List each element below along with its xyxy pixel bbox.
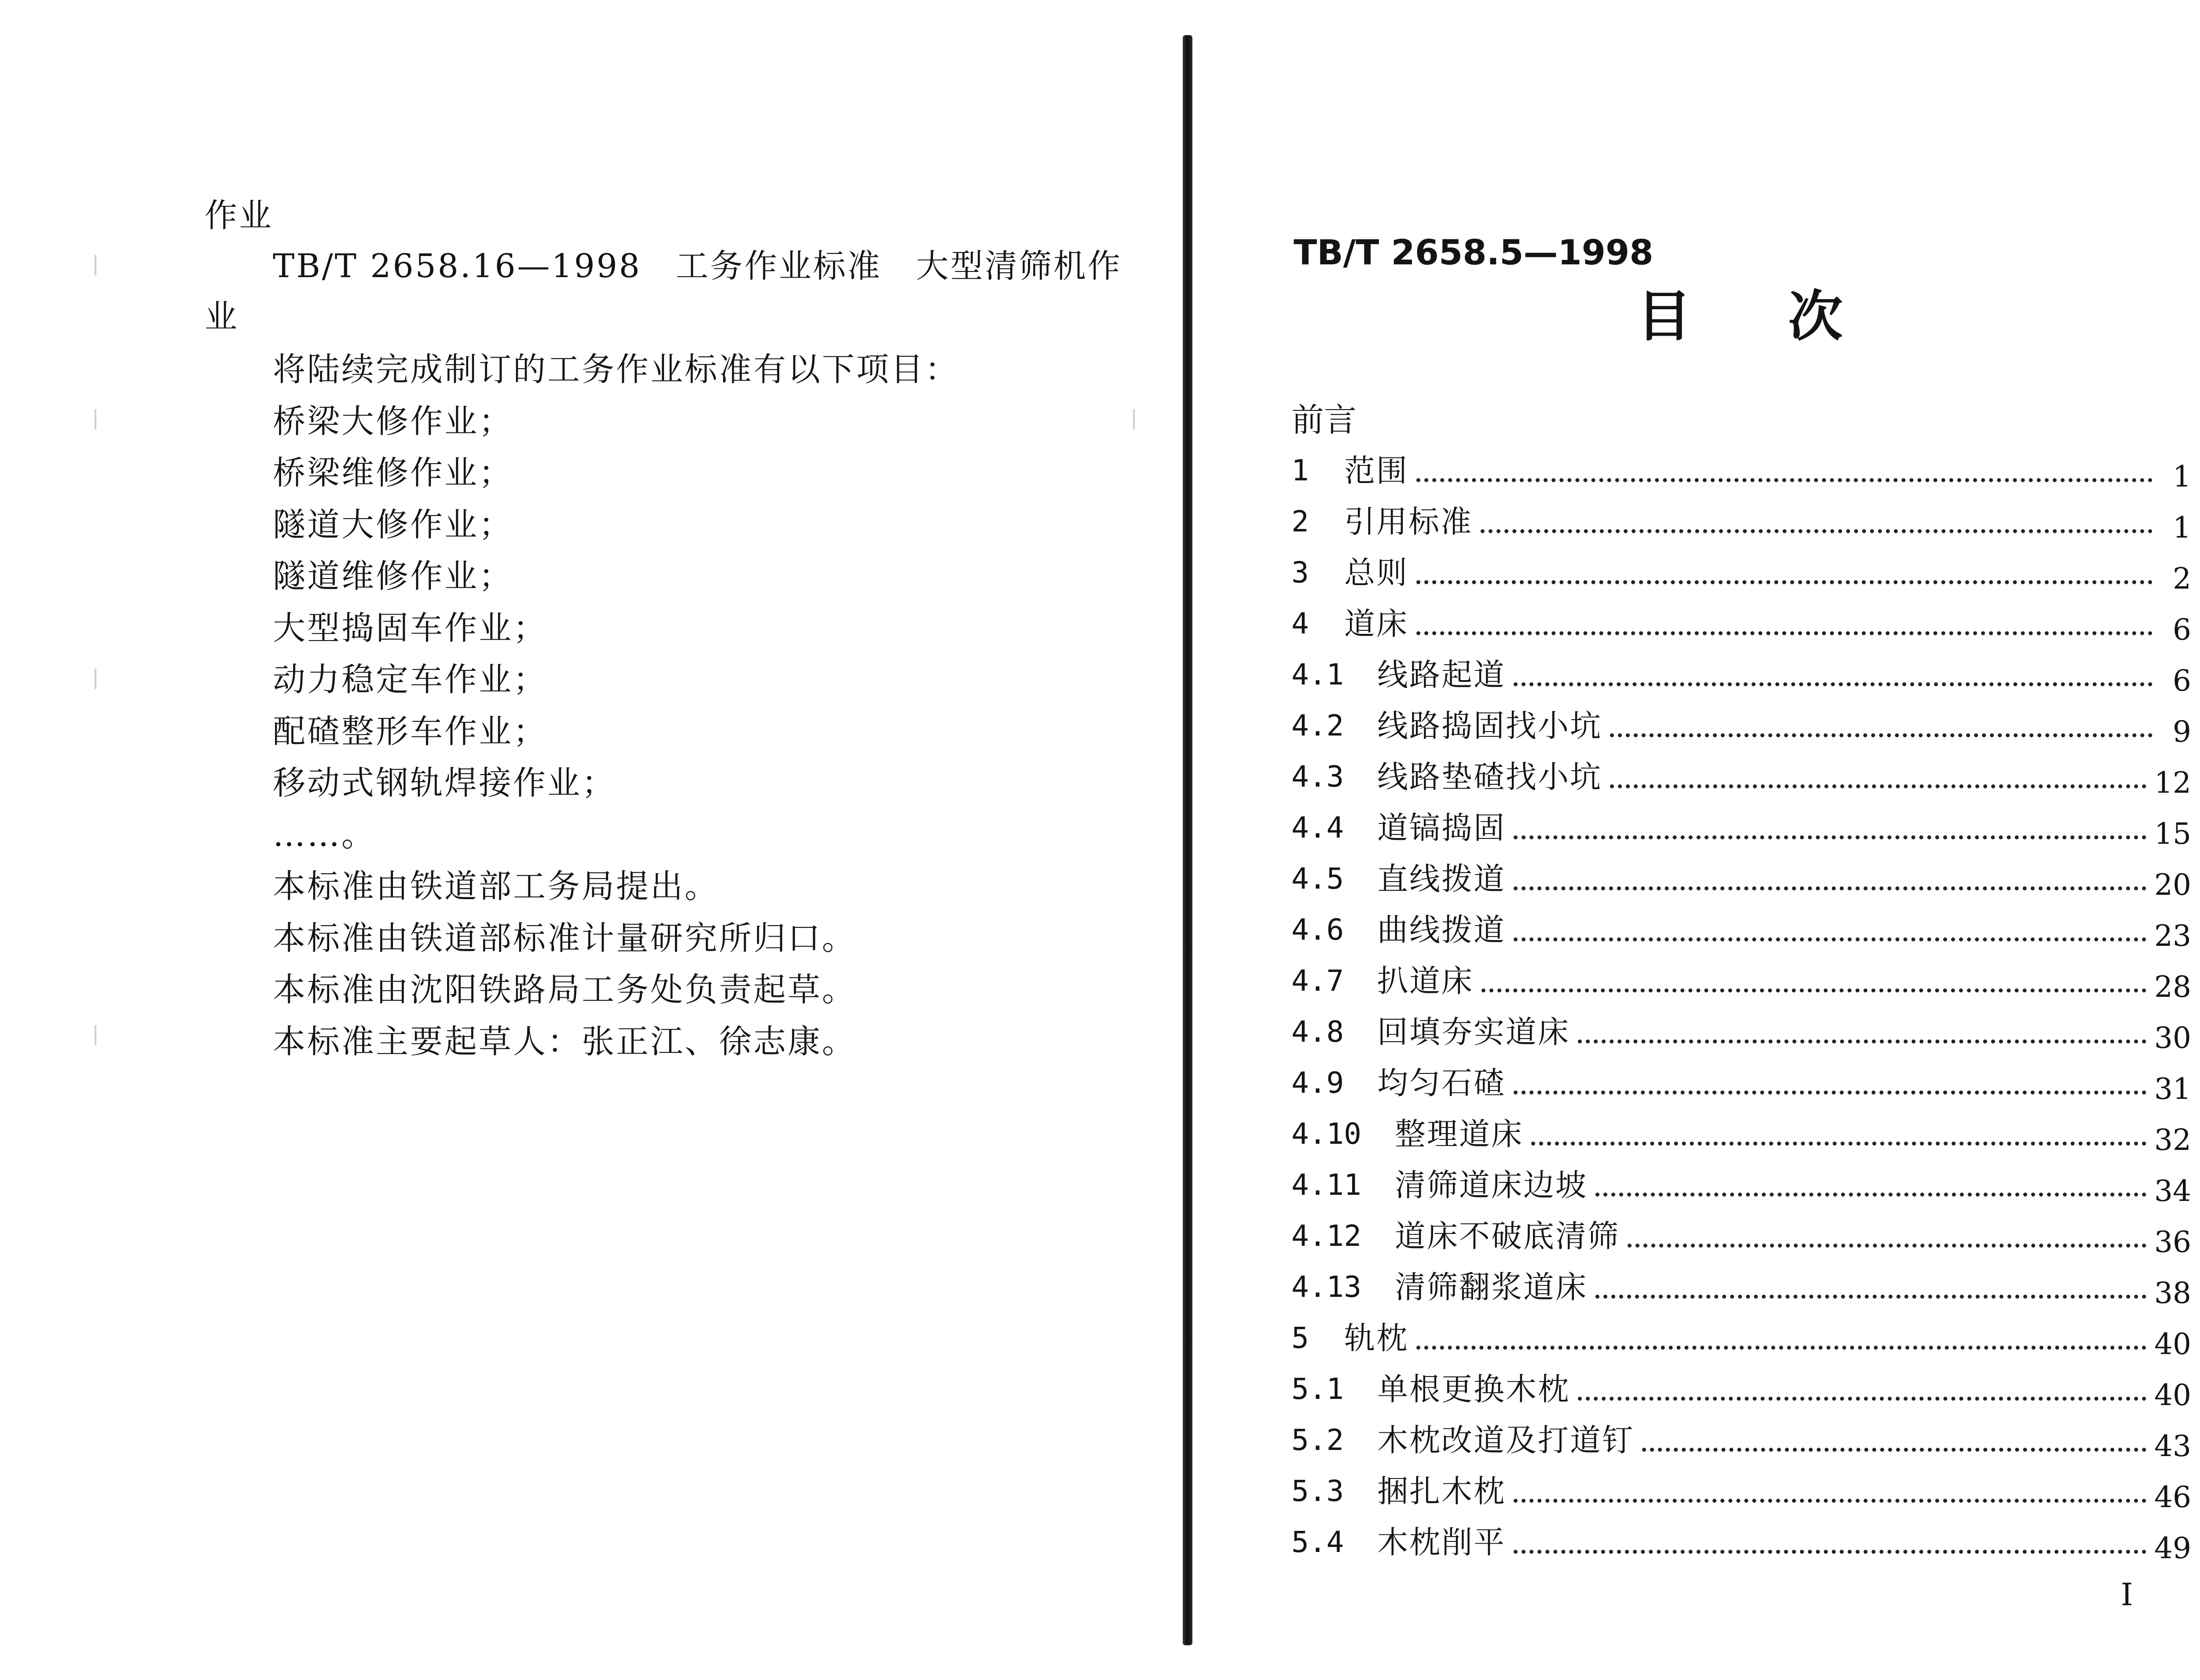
toc-entry-label: 单根更换木枕 bbox=[1377, 1371, 1570, 1407]
toc-dot-leader bbox=[1416, 1346, 2146, 1350]
toc-entry-number: 5.4 bbox=[1291, 1525, 1344, 1559]
toc-entry-label: 扒道床 bbox=[1377, 963, 1474, 999]
toc-entry bbox=[1291, 1520, 2191, 1564]
text-line: 桥梁大修作业； bbox=[273, 403, 513, 440]
toc-entry-label: 线路起道 bbox=[1377, 657, 1506, 693]
toc-entry-page: 36 bbox=[2154, 1225, 2191, 1259]
toc-dot-leader bbox=[1416, 580, 2152, 584]
toc-entry-number: 1 bbox=[1291, 454, 1309, 487]
text-line: 作业 bbox=[205, 197, 273, 234]
toc-entry-number: 4.11 bbox=[1291, 1168, 1361, 1202]
toc-dot-leader bbox=[1514, 1550, 2146, 1554]
toc-entry-label: 道镐捣固 bbox=[1377, 810, 1506, 846]
toc-entry-page: 28 bbox=[2154, 970, 2191, 1004]
text-line: 配碴整形车作业； bbox=[273, 713, 547, 750]
toc-entry-number: 5.3 bbox=[1291, 1474, 1344, 1508]
toc-entry-page: 9 bbox=[2173, 715, 2191, 749]
toc-dot-leader bbox=[1514, 886, 2146, 890]
text-line: 本标准由铁道部标准计量研究所归口。 bbox=[273, 919, 856, 957]
toc-entry-page: 34 bbox=[2154, 1174, 2191, 1208]
toc-entry-label: 木枕削平 bbox=[1377, 1524, 1506, 1560]
toc-entry-page: 31 bbox=[2154, 1072, 2191, 1106]
toc-entry-number: 4.2 bbox=[1291, 709, 1344, 743]
toc-entry-number: 4.12 bbox=[1291, 1219, 1361, 1253]
toc-entry-label: 回填夯实道床 bbox=[1377, 1014, 1570, 1050]
toc-dot-leader bbox=[1628, 1244, 2146, 1248]
toc-dot-leader bbox=[1481, 529, 2152, 533]
scan-mark bbox=[95, 255, 96, 275]
text-line: 隧道大修作业； bbox=[273, 506, 513, 544]
toc-entry-label: 道床不破底清筛 bbox=[1395, 1218, 1620, 1254]
text-line: 桥梁维修作业； bbox=[273, 454, 513, 492]
toc-entry-number: 4.3 bbox=[1291, 760, 1344, 794]
toc-entry-number: 5.2 bbox=[1291, 1423, 1344, 1457]
toc-entry-label: 线路垫碴找小坑 bbox=[1377, 759, 1602, 795]
text-line: 将陆续完成制订的工务作业标准有以下项目： bbox=[273, 351, 959, 388]
toc-entry bbox=[1291, 551, 2191, 595]
toc-entry bbox=[1291, 959, 2191, 1003]
toc-entry-number: 4.4 bbox=[1291, 811, 1344, 845]
toc-dot-leader bbox=[1610, 733, 2152, 737]
toc-entry-label: 曲线拨道 bbox=[1377, 912, 1506, 948]
toc-entry-label: 捆扎木枕 bbox=[1377, 1473, 1506, 1509]
toc-entry bbox=[1291, 1265, 2191, 1309]
toc-entry bbox=[1291, 704, 2191, 748]
toc-entry bbox=[1291, 1469, 2191, 1513]
toc-entry-page: 20 bbox=[2154, 868, 2191, 902]
toc-entry-page: 40 bbox=[2154, 1327, 2191, 1361]
toc-dot-leader bbox=[1514, 1499, 2146, 1503]
scan-mark bbox=[95, 1025, 96, 1045]
toc-title: 目次 bbox=[1637, 285, 1940, 348]
toc-entry-label: 清筛道床边坡 bbox=[1395, 1167, 1588, 1203]
toc-entry-label: 线路捣固找小坑 bbox=[1377, 708, 1602, 744]
toc-entry bbox=[1291, 1112, 2191, 1156]
toc-dot-leader bbox=[1514, 682, 2152, 686]
toc-entry-number: 3 bbox=[1291, 556, 1309, 589]
toc-entry-label: 引用标准 bbox=[1344, 504, 1473, 540]
toc-dot-leader bbox=[1416, 631, 2152, 635]
toc-entry-page: 2 bbox=[2173, 562, 2191, 596]
toc-entry-page: 43 bbox=[2154, 1429, 2191, 1463]
toc-entry-number: 4.1 bbox=[1291, 658, 1344, 692]
toc-entry-label: 直线拨道 bbox=[1377, 861, 1506, 897]
toc-entry-number: 4.7 bbox=[1291, 964, 1344, 998]
scan-mark bbox=[95, 669, 96, 689]
toc-entry-number: 4.13 bbox=[1291, 1270, 1361, 1304]
toc-entry-label: 轨枕 bbox=[1344, 1320, 1408, 1356]
toc-entry-number: 4.9 bbox=[1291, 1066, 1344, 1100]
toc-entry-page: 30 bbox=[2154, 1021, 2191, 1055]
toc-entry-page: 6 bbox=[2173, 664, 2191, 698]
toc-entry-number: 5 bbox=[1291, 1321, 1309, 1355]
toc-entry-number: 4.8 bbox=[1291, 1015, 1344, 1049]
toc-entry-label: 范围 bbox=[1344, 453, 1408, 489]
toc-entry-page: 40 bbox=[2154, 1378, 2191, 1412]
scan-mark bbox=[1133, 409, 1135, 429]
toc-dot-leader bbox=[1514, 1091, 2146, 1094]
toc-entry-label: 均匀石碴 bbox=[1377, 1065, 1506, 1101]
toc-entry bbox=[1291, 602, 2191, 646]
toc-entry-page: 23 bbox=[2154, 919, 2191, 953]
text-line: 本标准主要起草人：张正江、徐志康。 bbox=[273, 1023, 856, 1061]
toc-entry-label: 整理道床 bbox=[1395, 1116, 1523, 1152]
text-line: TB/T 2658.16—1998 工务作业标准 大型清筛机作 bbox=[273, 247, 1122, 285]
text-line: ……。 bbox=[273, 816, 376, 854]
toc-entry-page: 1 bbox=[2173, 511, 2191, 545]
toc-entry bbox=[1291, 1418, 2191, 1462]
toc-entry-number: 4 bbox=[1291, 607, 1309, 641]
toc-entry-number: 5.1 bbox=[1291, 1372, 1344, 1406]
text-line: 大型捣固车作业； bbox=[273, 609, 547, 647]
toc-entry bbox=[1291, 449, 2191, 493]
toc-entry-page: 32 bbox=[2154, 1123, 2191, 1157]
toc-entry bbox=[1291, 1010, 2191, 1054]
toc-dot-leader bbox=[1642, 1448, 2146, 1452]
toc-dot-leader bbox=[1578, 1039, 2146, 1043]
toc-entry-label: 道床 bbox=[1344, 606, 1408, 642]
toc-entry-label: 清筛翻浆道床 bbox=[1395, 1269, 1588, 1305]
toc-heading-preface: 前言 bbox=[1291, 401, 1357, 439]
toc-entry-number: 4.5 bbox=[1291, 862, 1344, 896]
toc-entry bbox=[1291, 1367, 2191, 1411]
text-line: 本标准由沈阳铁路局工务处负责起草。 bbox=[273, 971, 856, 1009]
toc-entry bbox=[1291, 755, 2191, 799]
toc-entry bbox=[1291, 1316, 2191, 1360]
toc-entry bbox=[1291, 1061, 2191, 1105]
toc-dot-leader bbox=[1416, 478, 2152, 482]
toc-dot-leader bbox=[1595, 1295, 2146, 1299]
text-line: 动力稳定车作业； bbox=[273, 661, 547, 699]
toc-entry-page: 6 bbox=[2173, 613, 2191, 647]
toc-entry bbox=[1291, 1214, 2191, 1258]
page-number: I bbox=[2121, 1577, 2133, 1613]
toc-dot-leader bbox=[1514, 835, 2146, 839]
book-spine bbox=[1183, 35, 1192, 1645]
toc-dot-leader bbox=[1531, 1142, 2146, 1146]
toc-entry bbox=[1291, 653, 2191, 697]
scan-mark bbox=[95, 409, 96, 429]
toc-entry-label: 木枕改道及打道钉 bbox=[1377, 1422, 1634, 1458]
toc-entry bbox=[1291, 1163, 2191, 1207]
toc-entry bbox=[1291, 806, 2191, 850]
toc-entry bbox=[1291, 908, 2191, 952]
toc-entry-number: 4.6 bbox=[1291, 913, 1344, 947]
toc-entry bbox=[1291, 857, 2191, 901]
toc-entry bbox=[1291, 500, 2191, 544]
toc-dot-leader bbox=[1481, 988, 2146, 992]
toc-dot-leader bbox=[1595, 1193, 2146, 1197]
toc-entry-number: 4.10 bbox=[1291, 1117, 1361, 1151]
toc-entry-page: 49 bbox=[2154, 1531, 2191, 1565]
text-line: 业 bbox=[205, 298, 239, 336]
standard-code: TB/T 2658.5—1998 bbox=[1294, 233, 1654, 273]
toc-entry-number: 2 bbox=[1291, 505, 1309, 538]
toc-entry-page: 38 bbox=[2154, 1276, 2191, 1310]
text-line: 隧道维修作业； bbox=[273, 557, 513, 595]
toc-entry-page: 15 bbox=[2154, 817, 2191, 851]
toc-entry-page: 1 bbox=[2173, 460, 2191, 494]
toc-entry-label: 总则 bbox=[1344, 555, 1408, 591]
toc-dot-leader bbox=[1610, 784, 2146, 788]
toc-entry-page: 46 bbox=[2154, 1480, 2191, 1514]
text-line: 移动式钢轨焊接作业； bbox=[273, 764, 616, 802]
text-line: 本标准由铁道部工务局提出。 bbox=[273, 867, 719, 905]
toc-entry-page: 12 bbox=[2154, 766, 2191, 800]
toc-dot-leader bbox=[1578, 1397, 2146, 1401]
toc-dot-leader bbox=[1514, 937, 2146, 941]
